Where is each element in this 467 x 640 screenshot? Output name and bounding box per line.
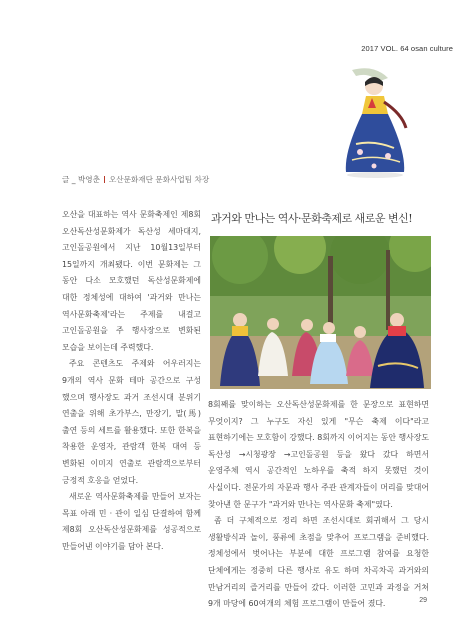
author-organization: 오산문화재단 문화사업팀 차장 — [108, 175, 210, 184]
page-number: 29 — [419, 597, 427, 604]
byline-divider — [104, 176, 105, 183]
hanbok-woman-illustration — [322, 62, 432, 182]
festival-photo — [210, 236, 431, 389]
article-title: 과거와 만나는 역사·문화축제로 새로운 변신! — [211, 212, 413, 225]
paragraph: 주요 콘텐츠도 주제와 어우러지는 9개의 역사 문화 테마 공간으로 구성 했으며 행사장도 과거 조선시대 분위기 연출을 위해 초가부스, 만장기, 말(馬) 출연 등의 세트를 활용했다. 또한 한복을 착용한 운영자, 관람객 한복 대여 등 변화된 이미지 연출로 관람객으로부터 긍정적 호응을 얻었다. — [62, 359, 201, 485]
author-byline — [62, 174, 209, 185]
paragraph: 8회째를 맞이하는 오산독산성문화제를 한 문장으로 표현하면 무엇이지? 그 누구도 자신 있게 "무슨 축제 이다"라고 표현하기에는 모호함이 강했다. 8회까지 이어지는 동안 행사장도 독산성 →시청광장 →고인돌공원 등을 왔다 갔다 하면서 운영주체 역시 공간적인 노하우를 축적 하지 못했던 것이 사실이다. 전문가의 자문과 행사 주관 관계자들이 머리를 맞대어 찾아낸 한 문구가 "과거와 만나는 역사문화 축제"였다. — [208, 400, 429, 509]
paragraph: 새로운 역사문화축제를 만들어 보자는 목표 아래 민 · 관이 일심 단결하여 함께 제8회 오산독산성문화제를 성공적으로 만들어낸 이야기를 담아 본다. — [62, 492, 201, 551]
paragraph: 좀 더 구체적으로 정리 하면 조선시대로 회귀해서 그 당시 생활방식과 놀이, 풍류에 초점을 맞추어 프로그램을 준비했다. 정체성에서 벗어나는 부분에 대한 프로그램 참여를 요청한 단체에게는 정중히 다른 행사로 유도 하며 차곡차곡 과거와의 만남거리의 즐거리를 만들어 갔다. 이러한 고민과 과정을 거쳐 9개 마당에 60여개의 체험 프로그램이 만들어 졌다. — [208, 516, 429, 609]
paragraph: 오산을 대표하는 역사 문화축제인 제8회 오산독산성문화제가 독산성 세마대지, 고인돌공원에서 지난 10월13일부터 15일까지 개최됐다. 이번 문화제는 그 동안 다소 모호했던 독산성문화제에 대한 정체성에 대하여 '과거와 만나는 역사문화축제'라는 주제를 내걸고 고인돌공원을 주 행사장으로 변화된 모습을 보이는데 주력했다. — [62, 210, 201, 352]
right-text-column — [208, 397, 429, 613]
issue-header: 2017 VOL. 64 osan culture — [361, 44, 453, 53]
left-text-column — [62, 207, 201, 555]
author-name: 글 _ 박영춘 — [62, 175, 100, 184]
